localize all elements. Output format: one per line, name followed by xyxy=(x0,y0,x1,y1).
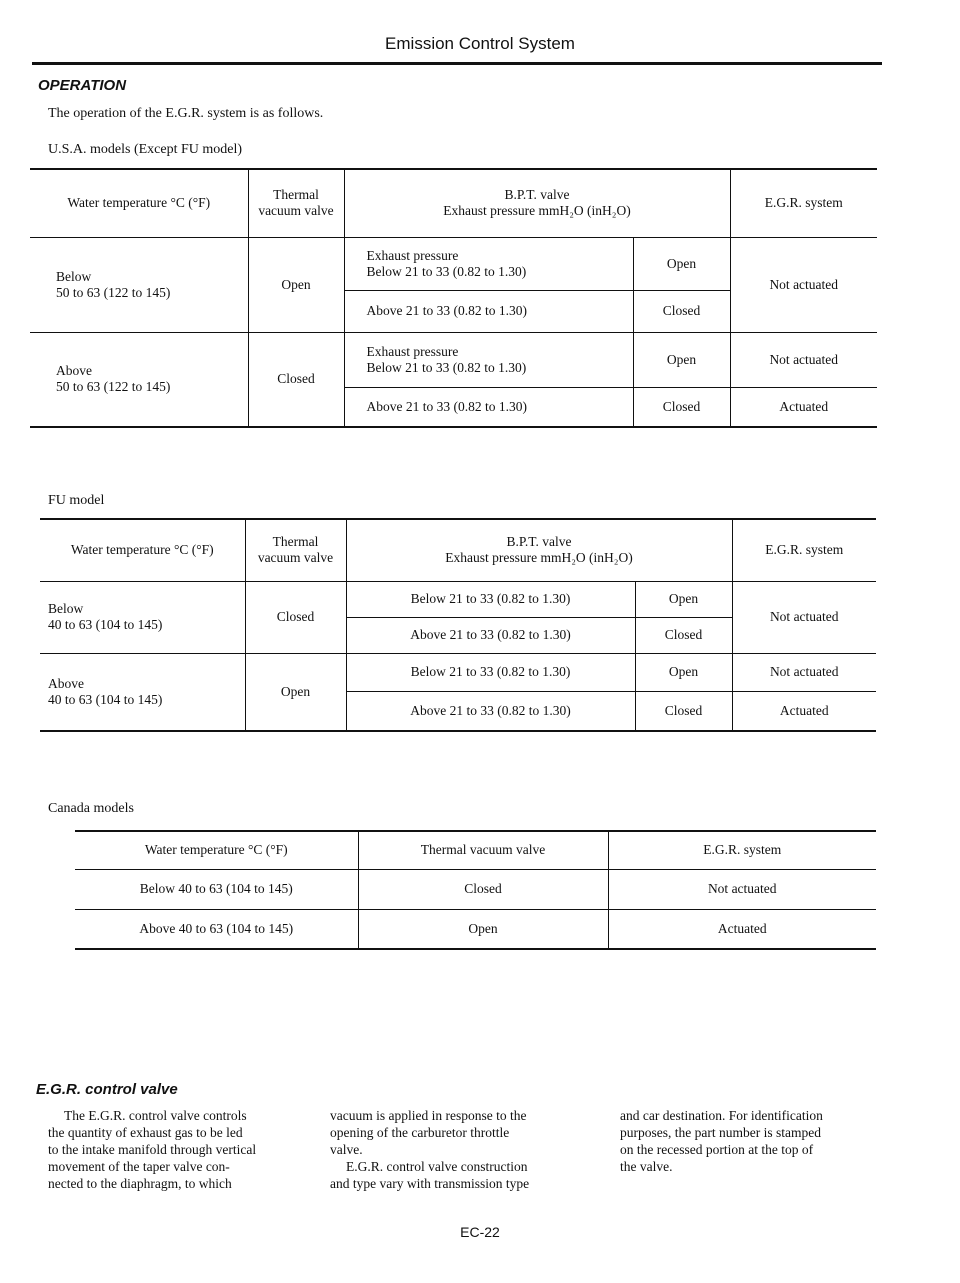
usa-pressure-below: Exhaust pressure Below 21 to 33 (0.82 to 1.30) xyxy=(344,237,633,290)
fu-caption: FU model xyxy=(48,493,105,508)
fu-header-row xyxy=(40,519,876,581)
canada-thermal-open: Open xyxy=(358,909,608,949)
fu-bpt-open: Open xyxy=(635,581,732,617)
page-header-title: Emission Control System xyxy=(385,34,575,53)
usa-pressure-above-2: Above 21 to 33 (0.82 to 1.30) xyxy=(344,387,633,427)
fu-egr-not-actuated: Not actuated xyxy=(732,581,876,653)
table-row xyxy=(30,332,877,387)
fu-bpt-closed-2: Closed xyxy=(635,691,732,731)
egr-valve-text-col1: The E.G.R. control valve controls the quantity of exhaust gas to be led to the intake manifold through vertical movement of the taper valve con- nected to the diaphragm, to which xyxy=(48,1108,257,1191)
usa-water-below: Below 50 to 63 (122 to 145) xyxy=(30,237,248,332)
usa-egr-table xyxy=(30,168,877,428)
usa-caption: U.S.A. models (Except FU model) xyxy=(48,142,243,157)
table-row xyxy=(75,869,876,909)
fu-header-egr: E.G.R. system xyxy=(732,519,876,581)
table-row xyxy=(40,653,876,691)
usa-bpt-closed-2: Closed xyxy=(633,387,730,427)
canada-caption: Canada models xyxy=(48,801,134,816)
usa-pressure-above: Above 21 to 33 (0.82 to 1.30) xyxy=(344,290,633,332)
fu-egr-table xyxy=(40,518,876,732)
egr-valve-text-col2: vacuum is applied in response to the opening of the carburetor throttle valve. E.G.R. control valve construction and type vary with transmission type xyxy=(330,1108,530,1191)
usa-header-egr: E.G.R. system xyxy=(730,169,877,237)
operation-intro: The operation of the E.G.R. system is as follows. xyxy=(48,106,324,121)
canada-header-water: Water temperature °C (°F) xyxy=(75,831,358,869)
egr-valve-text-col3: and car destination. For identification purposes, the part number is stamped on the recessed portion at the top of the valve. xyxy=(620,1108,823,1174)
usa-egr-not-actuated-2: Not actuated xyxy=(730,332,877,387)
fu-egr-not-actuated-2: Not actuated xyxy=(732,653,876,691)
usa-egr-actuated: Actuated xyxy=(730,387,877,427)
usa-header-row xyxy=(30,169,877,237)
usa-header-water: Water temperature °C (°F) xyxy=(30,169,248,237)
canada-egr-table xyxy=(75,830,876,950)
fu-thermal-closed: Closed xyxy=(245,581,346,653)
fu-water-below: Below 40 to 63 (104 to 145) xyxy=(40,581,245,653)
fu-pressure-below: Below 21 to 33 (0.82 to 1.30) xyxy=(346,581,635,617)
canada-egr-actuated: Actuated xyxy=(608,909,876,949)
canada-water-above: Above 40 to 63 (104 to 145) xyxy=(75,909,358,949)
canada-header-egr: E.G.R. system xyxy=(608,831,876,869)
canada-header-row xyxy=(75,831,876,869)
fu-pressure-above: Above 21 to 33 (0.82 to 1.30) xyxy=(346,617,635,653)
fu-bpt-closed: Closed xyxy=(635,617,732,653)
fu-header-thermal: Thermal vacuum valve xyxy=(245,519,346,581)
operation-heading: OPERATION xyxy=(38,77,127,94)
usa-bpt-closed: Closed xyxy=(633,290,730,332)
egr-valve-heading: E.G.R. control valve xyxy=(36,1081,178,1098)
fu-egr-actuated: Actuated xyxy=(732,691,876,731)
fu-header-water: Water temperature °C (°F) xyxy=(40,519,245,581)
canada-thermal-closed: Closed xyxy=(358,869,608,909)
usa-thermal-closed: Closed xyxy=(248,332,344,427)
fu-pressure-below-2: Below 21 to 33 (0.82 to 1.30) xyxy=(346,653,635,691)
header-rule xyxy=(32,62,882,65)
canada-egr-not-actuated: Not actuated xyxy=(608,869,876,909)
canada-header-thermal: Thermal vacuum valve xyxy=(358,831,608,869)
usa-pressure-below-2: Exhaust pressure Below 21 to 33 (0.82 to 1.30) xyxy=(344,332,633,387)
fu-water-above: Above 40 to 63 (104 to 145) xyxy=(40,653,245,731)
usa-bpt-open-2: Open xyxy=(633,332,730,387)
table-row xyxy=(40,581,876,617)
fu-header-bpt: B.P.T. valve Exhaust pressure mmH₂O (inH₂O) xyxy=(346,519,732,581)
usa-thermal-open: Open xyxy=(248,237,344,332)
page-number: EC-22 xyxy=(460,1224,500,1240)
fu-thermal-open: Open xyxy=(245,653,346,731)
table-row xyxy=(75,909,876,949)
usa-water-above: Above 50 to 63 (122 to 145) xyxy=(30,332,248,427)
fu-bpt-open-2: Open xyxy=(635,653,732,691)
usa-egr-not-actuated: Not actuated xyxy=(730,237,877,332)
usa-header-thermal: Thermal vacuum valve xyxy=(248,169,344,237)
usa-header-bpt: B.P.T. valve Exhaust pressure mmH₂O (inH₂O) xyxy=(344,169,730,237)
usa-bpt-open: Open xyxy=(633,237,730,290)
table-row xyxy=(30,237,877,290)
fu-pressure-above-2: Above 21 to 33 (0.82 to 1.30) xyxy=(346,691,635,731)
canada-water-below: Below 40 to 63 (104 to 145) xyxy=(75,869,358,909)
